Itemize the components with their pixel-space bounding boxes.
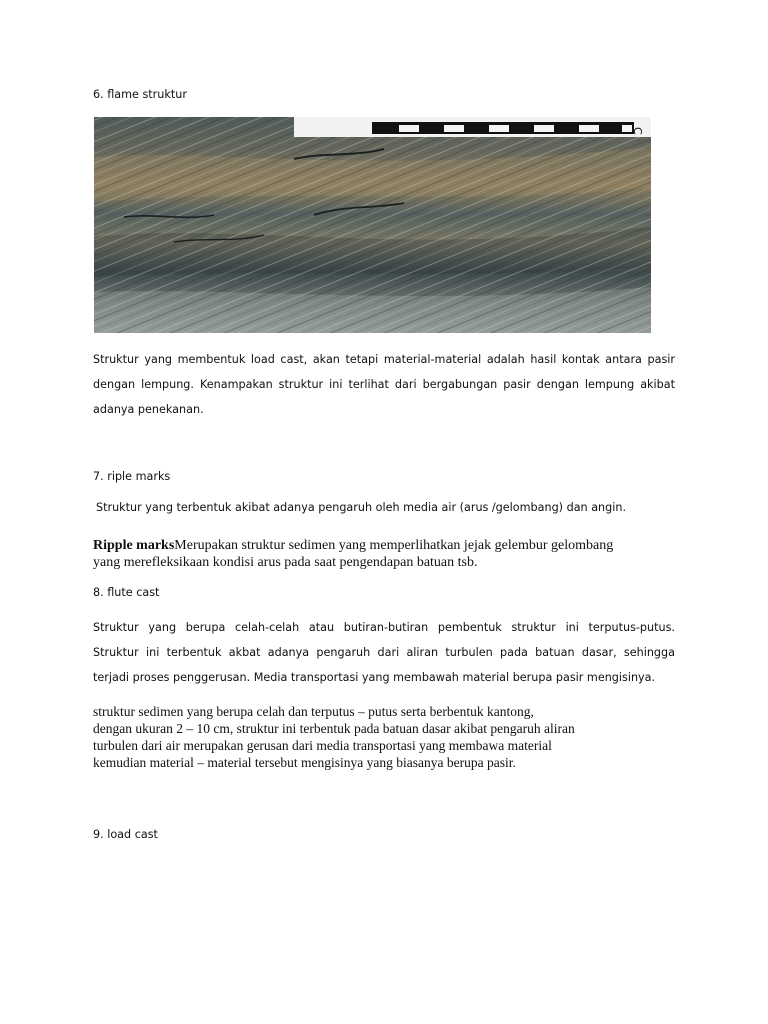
paragraph-line: terjadi proses penggerusan. Media transportasi yang membawah material berupa pasir mengisinya. [93, 671, 656, 684]
description-line: turbulen dari air merupakan gerusan dari media transportasi yang membawa material [93, 738, 552, 753]
heading-flame-struktur: 6. flame struktur [93, 88, 187, 101]
paragraph-line: dengan lempung. Kenampakan struktur ini terlihat dari bergabungan pasir dengan lempung akibat [93, 378, 675, 391]
heading-riple-marks: 7. riple marks [93, 470, 171, 483]
flute-cast-description [93, 703, 575, 771]
paragraph-riple-marks: Struktur yang terbentuk akibat adanya pengaruh oleh media air (arus /gelombang) dan angin. [96, 501, 626, 514]
scale-label: C [631, 127, 644, 135]
ripple-marks-definition [93, 537, 613, 571]
paragraph-line: Struktur yang berupa celah-celah atau butiran-butiran pembentuk struktur ini terputus-putus. [93, 621, 675, 634]
ripple-marks-term: Ripple marks [93, 538, 175, 553]
paragraph-flute-cast [93, 615, 675, 690]
flame-structure-photo [94, 117, 651, 333]
description-line: dengan ukuran 2 – 10 cm, struktur ini terbentuk pada batuan dasar akibat pengaruh aliran [93, 721, 575, 736]
description-line: struktur sedimen yang berupa celah dan terputus – putus serta berbentuk kantong, [93, 704, 534, 719]
definition-line: Merupakan struktur sedimen yang memperlihatkan jejak gelembur gelombang [174, 538, 614, 553]
heading-flute-cast: 8. flute cast [93, 586, 160, 599]
definition-line: yang merefleksikaan kondisi arus pada saat pengendapan batuan tsb. [93, 555, 478, 570]
paragraph-flame-struktur [93, 347, 675, 422]
paragraph-line: Struktur yang membentuk load cast, akan tetapi material-material adalah hasil kontak antara pasir [93, 353, 675, 366]
description-line: kemudian material – material tersebut mengisinya yang biasanya berupa pasir. [93, 755, 516, 770]
paragraph-line: Struktur ini terbentuk akbat adanya pengaruh dari aliran turbulen pada batuan dasar, sehingga [93, 646, 675, 659]
paragraph-line: adanya penekanan. [93, 403, 204, 416]
heading-load-cast: 9. load cast [93, 828, 158, 841]
